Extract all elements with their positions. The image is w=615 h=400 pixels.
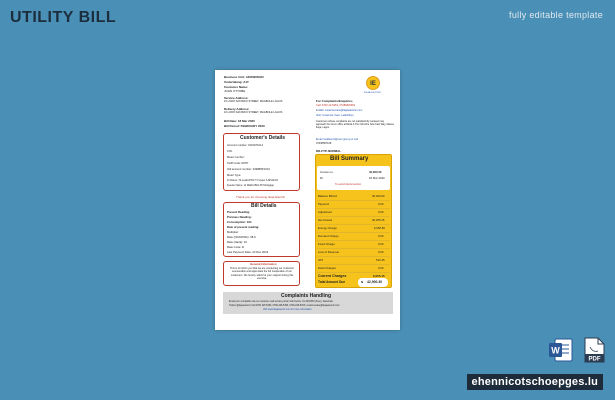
- customer-detail-line: Feeder Name: 11 Mafirix/B/A-35 Mortgage: [227, 184, 274, 187]
- undertaking: Undertaking: A1T: [224, 80, 249, 84]
- summary-row-label: Balance B/Fwd: [318, 194, 337, 198]
- summary-divider: [317, 224, 390, 225]
- summary-row-value: 510.35: [376, 258, 385, 262]
- drn-code: DR-FTP-NORMAL: [316, 149, 342, 153]
- bill-summary-title: Bill Summary: [330, 156, 369, 162]
- brand-watermark: ehennicotschoepges.lu: [467, 374, 603, 390]
- word-icon-letter: W: [551, 345, 560, 356]
- summary-divider: [317, 240, 390, 241]
- summary-row-label: Loss of Revenue: [318, 250, 339, 254]
- total-amount-label: Total Amount Due: [318, 280, 346, 284]
- delivery-address: 10 LORO SAKISIKO STREET, MAGBOLE LAGOS: [224, 111, 283, 114]
- summary-row-label: VAT: [318, 258, 324, 262]
- summary-row-value: 0.00: [378, 250, 384, 254]
- summary-divider: [317, 200, 390, 201]
- summary-row-value: 36,365.25: [372, 218, 385, 222]
- bill-detail-line: Date of present reading:: [227, 225, 260, 229]
- summary-row-label: Adjustment: [318, 210, 332, 214]
- customer-detail-line: Old account number: 0198805/1001: [227, 168, 270, 171]
- current-charges-value: 6,555.15: [373, 274, 385, 278]
- utility-bill-document: [215, 70, 400, 330]
- bill-detail-line: Rate (Naira): 10: [227, 240, 247, 244]
- customer-detail-line: CIN:: [227, 150, 233, 153]
- complaints-phone: Call: 0700 22-5453, 07086820961: [316, 104, 356, 107]
- summary-row-value: 36,200.00: [372, 194, 385, 198]
- thank-you-note: Thank you for choosing Ikeja Electric: [236, 195, 286, 199]
- bill-detail-line: Consumption: 194: [227, 220, 252, 224]
- summary-row-label: Demand Charge: [318, 234, 339, 238]
- invoice-value: 42,900.30: [369, 170, 382, 174]
- bill-details-title: Bill Details: [251, 203, 277, 209]
- service-address: 10 LORO SAKISIKO STREET, MAGBOLE LAGOS: [224, 100, 283, 103]
- total-currency: N: [361, 280, 364, 284]
- service-address-label: Service Address:: [224, 96, 249, 100]
- customer-name: JOHN OTTOBE: [224, 89, 246, 93]
- complaints-paragraph: Customers whose complaints are not satisfactorily resolved may approach the forum office at Block A The Ochoche Sole Fast Way, Alausa Ikeja, Lagos.: [316, 120, 394, 129]
- logo-text: IKEJA ELECTRIC: [364, 92, 382, 94]
- invoice-label: Invoice no.: [320, 170, 334, 174]
- summary-divider: [317, 216, 390, 217]
- complaints-handling-title: Complaints Handling: [281, 293, 331, 299]
- summary-row-value: 0.00: [378, 210, 384, 214]
- complaints-handling-line: Twitter @ikejaelectric Call 0700 225 5453, 0705-225-5453, 0700-225-5453; customercare@ikejaelectric.com: [229, 305, 340, 307]
- summary-divider: [317, 208, 390, 209]
- summary-divider: [317, 232, 390, 233]
- summary-divider: [317, 264, 390, 265]
- complaints-email[interactable]: E-Mail: customercare@ikejaelectric.com: [316, 109, 363, 112]
- bill-detail-line: Previous Reading:: [227, 215, 252, 219]
- bill-detail-line: Rate Code: R: [227, 245, 244, 249]
- bill-period: Bill Period: FEBRUARY 2020: [224, 124, 265, 128]
- summary-row-label: Payment: [318, 202, 330, 206]
- page-subtitle: fully editable template: [509, 10, 603, 20]
- customer-detail-line: Meter number:: [227, 156, 245, 159]
- forum-email[interactable]: Email: lekkiforum@nerc.gov.ng or call: [316, 138, 358, 141]
- summary-row-label: Debit Charges: [318, 266, 336, 270]
- delivery-address-label: Delivery Address:: [224, 107, 250, 111]
- customer-detail-line: Account number: 0101971014: [227, 144, 264, 147]
- summary-row-value: 0.00: [378, 234, 384, 238]
- customer-detail-line: 11 Name: 70-Lekki/A7M/ 71 Upper A MS11/18: [227, 179, 278, 182]
- bill-date: Bill Date: 18 Mar 2020: [224, 119, 255, 123]
- complaints-handling-line: Email your complaints via our customer mail service portal: Call Centre: 01-3443333 (Free), Facebook:: [229, 301, 334, 303]
- summary-row-label: Energy Charge: [318, 226, 337, 230]
- summary-row-label: Net Arrears: [318, 218, 333, 222]
- pdf-icon-label: PDF: [588, 356, 601, 363]
- date-value: 18 Mar 2020: [369, 176, 385, 180]
- customer-detail-line: Meter Type:: [227, 174, 242, 177]
- summary-divider: [317, 248, 390, 249]
- business-unit: Business Unit: AKOWONJO: [224, 75, 264, 79]
- summary-divider: [317, 272, 390, 273]
- bill-detail-line: Multiplier:: [227, 230, 239, 234]
- disconnect-note: To avoid disconnection: [335, 183, 362, 186]
- summary-row-value: 0.00: [378, 202, 384, 206]
- customer-detail-line: Tariff Code: R2TP: [227, 162, 249, 165]
- general-info-title: General Information: [250, 262, 277, 266]
- summary-row-value: 0.00: [378, 242, 384, 246]
- complaints-title: For Complaints/Enquiries: [316, 99, 353, 103]
- summary-row-value: 6,050.80: [374, 226, 385, 230]
- customer-name-label: Customer Name:: [224, 85, 249, 89]
- general-info-text: This is to inform you that we are conducting our Customer enumeration and appreciate the full cooperation of our customers. We hereby solicit for your support during this exercise.: [229, 267, 295, 280]
- page-title: UTILITY BILL: [10, 9, 117, 26]
- complaints-visit: Visit: Customer Care, Lekki/Ikoyi: [316, 114, 354, 117]
- summary-row-label: Fixed Charge: [318, 242, 335, 246]
- word-icon[interactable]: [548, 337, 574, 363]
- bill-detail-line: Present Reading:: [227, 210, 251, 214]
- forum-phone: 07038587108: [316, 142, 332, 145]
- complaints-handling-line[interactable]: Visit www.ikejaelectric.com for more information: [263, 309, 312, 311]
- svg-text:IE: IE: [370, 81, 376, 87]
- summary-row-value: 0.00: [378, 266, 384, 270]
- bill-detail-line: Rate (NGN/KWh): 38.9: [227, 235, 256, 239]
- date-label: Dt: [320, 176, 323, 180]
- pdf-icon[interactable]: [582, 337, 606, 363]
- total-amount-value: 42,900.30: [367, 280, 383, 284]
- current-charges-label: Current Charges: [318, 274, 347, 278]
- company-logo: [365, 75, 381, 91]
- customer-details-title: Customer's Details: [240, 135, 286, 141]
- summary-divider: [317, 256, 390, 257]
- bill-detail-line: Last Payment Date: 22 Dec 2019: [227, 250, 269, 254]
